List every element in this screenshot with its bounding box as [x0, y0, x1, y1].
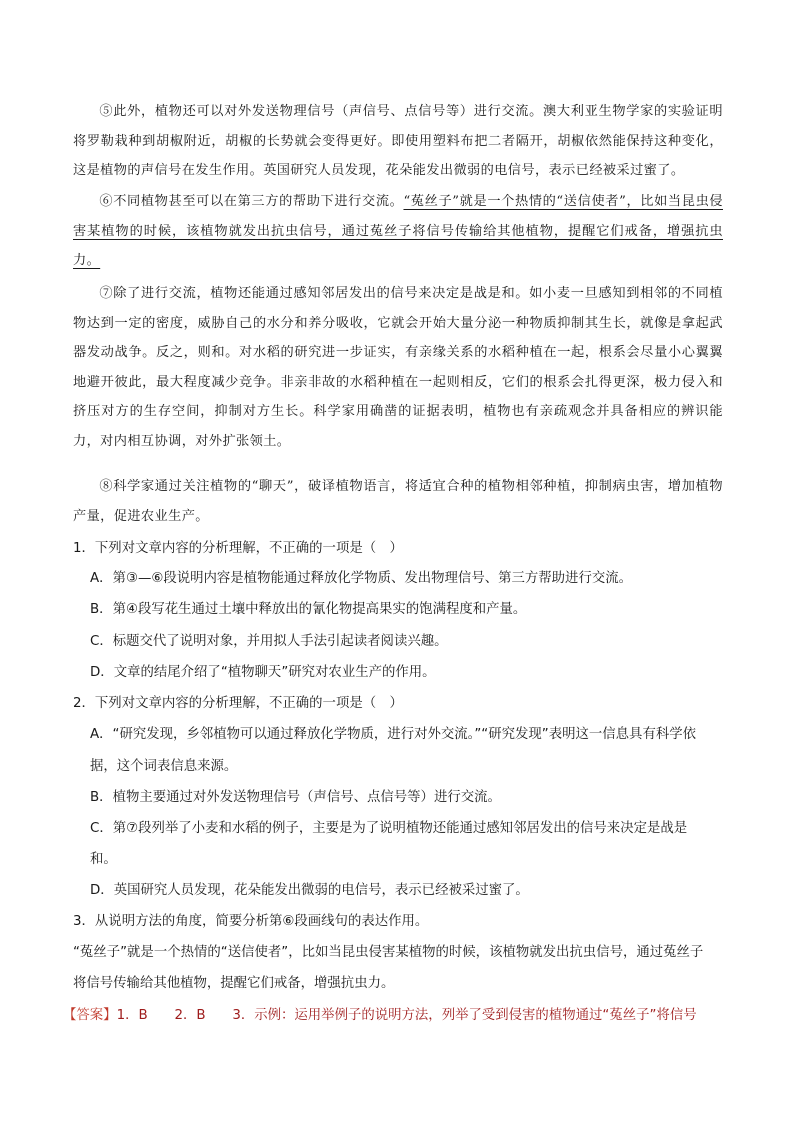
paragraph-8: ⑧科学家通过关注植物的“聊天”，破译植物语言，将适宜合种的植物相邻种植，抑制病虫害，增加植物产量，促进农业生产。 [73, 479, 723, 524]
answer-line [63, 1001, 723, 1031]
question-1-option-c: C．标题交代了说明对象，并用拟人手法引起读者阅读兴趣。 [90, 634, 448, 649]
answer-tag: 【答案】 [63, 1008, 117, 1023]
question-2-option-a-line2: 据，这个词表信息来源。 [90, 759, 238, 774]
question-3-quote-line2: 将信号传输给其他植物，提醒它们戒备，增强抗虫力。 [73, 976, 395, 991]
question-2-stem: 2．下列对文章内容的分析理解，不正确的一项是（ ） [73, 696, 403, 711]
question-2-option-b: B．植物主要通过对外发送物理信号（声信号、点信号等）进行交流。 [90, 790, 501, 805]
paragraph-5: ⑤此外，植物还可以对外发送物理信号（声信号、点信号等）进行交流。澳大利亚生物学家的实验证明将罗勒栽种到胡椒附近，胡椒的长势就会变得更好。即使用塑料布把二者隔开，胡椒依然能保持这种变化，这是植物的声信号在发生作用。英国研究人员发现，花朵能发出微弱的电信号，表示已经被采过蜜了。 [73, 104, 723, 178]
question-1-stem: 1．下列对文章内容的分析理解，不正确的一项是（ ） [73, 541, 403, 556]
answer-text: 1．B 2．B 3．示例：运用举例子的说明方法，列举了受到侵害的植物通过“菟丝子”将信号 [116, 1008, 697, 1023]
question-2-option-a-line1: A．“研究发现，乡邻植物可以通过释放化学物质，进行对外交流。”“研究发现”表明这一信息具有科学依 [90, 727, 697, 742]
question-2-option-c-line1: C．第⑦段列举了小麦和水稻的例子，主要是为了说明植物还能通过感知邻居发出的信号来决定是战是 [90, 821, 688, 836]
paragraph-6-underlined-sentence: “菟丝子”就是一个热情的“送信使者”，比如当昆虫侵害某植物的时候，该植物就发出抗虫信号，通过菟丝子将信号传输给其他植物，提醒它们戒备，增强抗虫力。 [73, 194, 723, 268]
paragraph-6 [73, 187, 723, 276]
question-3-stem: 3．从说明方法的角度，简要分析第⑥段画线句的表达作用。 [73, 914, 429, 929]
question-1-option-b: B．第④段写花生通过土壤中释放出的氰化物提高果实的饱满程度和产量。 [90, 602, 527, 617]
question-1-option-d: D．文章的结尾介绍了“植物聊天”研究对农业生产的作用。 [90, 665, 436, 680]
question-1-option-a: A．第③—⑥段说明内容是植物能通过释放化学物质、发出物理信号、第三方帮助进行交流。 [90, 571, 633, 586]
question-2-option-c-line2: 和。 [90, 852, 117, 867]
question-3-quote-line1: “菟丝子”就是一个热情的“送信使者”，比如当昆虫侵害某植物的时候，该植物就发出抗虫信号，通过菟丝子 [73, 945, 704, 960]
paragraph-7: ⑦除了进行交流，植物还能通过感知邻居发出的信号来决定是战是和。如小麦一旦感知到相邻的不同植物达到一定的密度，威胁自己的水分和养分吸收，它就会开始大量分泌一种物质抑制其生长，就像是拿起武器发动战争。反之，则和。对水稻的研究进一步证实，有亲缘关系的水稻种植在一起，根系会尽量小心翼翼地避开彼此，最大程度减少竞争。非亲非故的水稻种植在一起则相反，它们的根系会扎得更深，极力侵入和挤压对方的生存空间，抑制对方生长。科学家用确凿的证据表明，植物也有亲疏观念并具备相应的辨识能力，对内相互协调，对外扩张领土。 [73, 286, 723, 449]
paragraph-6-lead: ⑥不同植物甚至可以在第三方的帮助下进行交流。 [99, 194, 404, 209]
question-2-option-d: D．英国研究人员发现，花朵能发出微弱的电信号，表示已经被采过蜜了。 [90, 883, 529, 898]
